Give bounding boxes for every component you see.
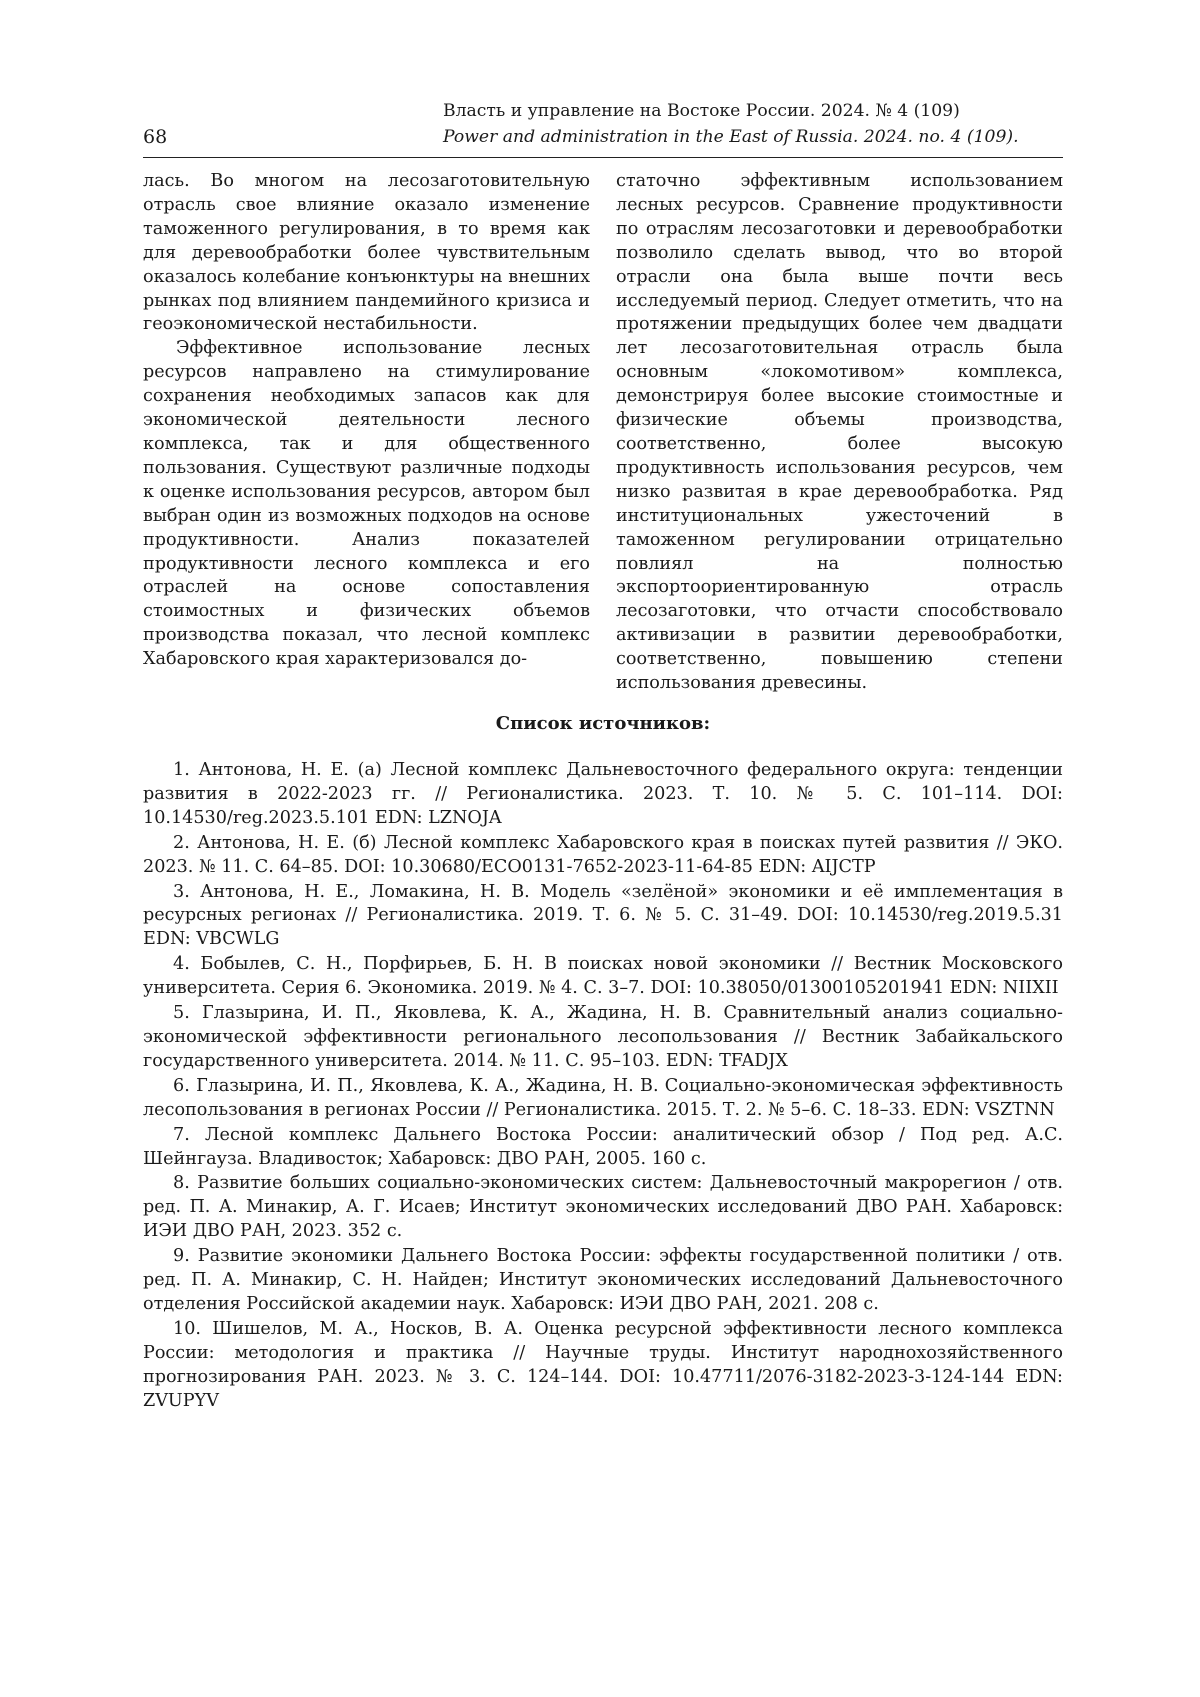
sources-heading: Список источников:: [495, 713, 711, 734]
right-column: [616, 170, 1063, 696]
reference-item: 7. Лесной комплекс Дальнего Востока России: аналитический обзор / Под ред. А.С. Шейнгауза. Владивосток; Хабаровск: ДВО РАН, 2005. 160 с.: [143, 1124, 1063, 1169]
journal-title-ru: Власть и управление на Востоке России. 2024. № 4 (109): [443, 101, 960, 121]
journal-citation: [443, 98, 1063, 150]
reference-item: 5. Глазырина, И. П., Яковлева, К. А., Жадина, Н. В. Сравнительный анализ социально-экономической эффективности регионального лесопользования // Вестник Забайкальского государственного университета. 2014. № 11. С. 95–103. EDN: TFADJX: [143, 1003, 1063, 1071]
body-columns: [143, 170, 1063, 710]
reference-item: 4. Бобылев, С. Н., Порфирьев, Б. Н. В поисках новой экономики // Вестник Московского университета. Серия 6. Экономика. 2019. № 4. С. 3–7. DOI: 10.38050/01300105201941 EDN: NIIXII: [143, 954, 1063, 999]
header-divider: [143, 157, 1063, 158]
page-number: 68: [143, 126, 168, 148]
reference-item: 8. Развитие больших социально-экономических систем: Дальневосточный макрорегион / отв. ред. П. А. Минакир, А. Г. Исаев; Институт экономических исследований ДВО РАН. Хабаровск: ИЭИ ДВО РАН, 2023. 352 с.: [143, 1173, 1063, 1242]
reference-item: 2. Антонова, Н. Е. (б) Лесной комплекс Хабаровского края в поисках путей развития // ЭКО. 2023. № 11. С. 64–85. DOI: 10.30680/ECO0131-7652-2023-11-64-85 EDN: AIJCTP: [143, 832, 1063, 877]
body-paragraph: лась. Во многом на лесозаготовительную отрасль свое влияние оказало изменение таможенного регулирования, в то время как для деревообработки более чувствительным оказалось колебание конъюнктуры на внешних рынках под влиянием пандемийного кризиса и геоэкономической нестабильности.: [143, 171, 590, 335]
body-paragraph: статочно эффективным использованием лесных ресурсов. Сравнение продуктивности по отраслям лесозаготовки и деревообработки позволило сделать вывод, что во второй отрасли она была выше почти весь исследуемый период. Следует отметить, что на протяжении предыдущих более чем двадцати лет лесозаготовительная отрасль была основным «локомотивом» комплекса, демонстрируя более высокие стоимостные и физические объемы производства, соответственно, более высокую продуктивность использования ресурсов, чем низко развитая в крае деревообработка. Ряд институциональных ужесточений в таможенном регулировании отрицательно повлиял на полностью экспортоориентированную отрасль лесозаготовки, что отчасти способствовало активизации в развитии деревообработки, соответственно, повышению степени использования древесины.: [616, 171, 1063, 694]
page-header: [143, 98, 1063, 154]
reference-item: 1. Антонова, Н. Е. (а) Лесной комплекс Дальневосточного федерального округа: тенденции развития в 2022-2023 гг. // Регионалистика. 2023. Т. 10. № 5. С. 101–114. DOI: 10.14530/reg.2023.5.101 EDN: LZNOJA: [143, 760, 1063, 828]
reference-list: [143, 759, 1063, 1414]
left-column: [143, 170, 590, 672]
body-paragraph: Эффективное использование лесных ресурсов направлено на стимулирование сохранения необходимых запасов как для экономической деятельности лесного комплекса, так и для общественного пользования. Существуют различные подходы к оценке использования ресурсов, автором был выбран один из возможных подходов на основе продуктивности. Анализ показателей продуктивности лесного комплекса и его отраслей на основе сопоставления стоимостных и физических объемов производства показал, что лесной комплекс Хабаровского края характеризовался до-: [143, 338, 590, 670]
reference-item: 10. Шишелов, М. А., Носков, В. А. Оценка ресурсной эффективности лесного комплекса России: методология и практика // Научные труды. Институт народнохозяйственного прогнозирования РАН. 2023. № 3. С. 124–144. DOI: 10.47711/2076-3182-2023-3-124-144 EDN: ZVUPYV: [143, 1318, 1063, 1411]
journal-title-en: Power and administration in the East of Russia. 2024. no. 4 (109).: [443, 127, 1019, 147]
reference-item: 3. Антонова, Н. Е., Ломакина, Н. В. Модель «зелёной» экономики и её имплементация в ресурсных регионах // Регионалистика. 2019. Т. 6. № 5. С. 31–49. DOI: 10.14530/reg.2019.5.31 EDN: VBCWLG: [143, 881, 1063, 950]
reference-item: 9. Развитие экономики Дальнего Востока России: эффекты государственной политики / отв. ред. П. А. Минакир, С. Н. Найден; Институт экономических исследований Дальневосточного отделения Российской академии наук. Хабаровск: ИЭИ ДВО РАН, 2021. 208 с.: [143, 1246, 1063, 1314]
reference-item: 6. Глазырина, И. П., Яковлева, К. А., Жадина, Н. В. Социально-экономическая эффективность лесопользования в регионах России // Регионалистика. 2015. Т. 2. № 5–6. С. 18–33. EDN: VSZTNN: [143, 1075, 1063, 1120]
